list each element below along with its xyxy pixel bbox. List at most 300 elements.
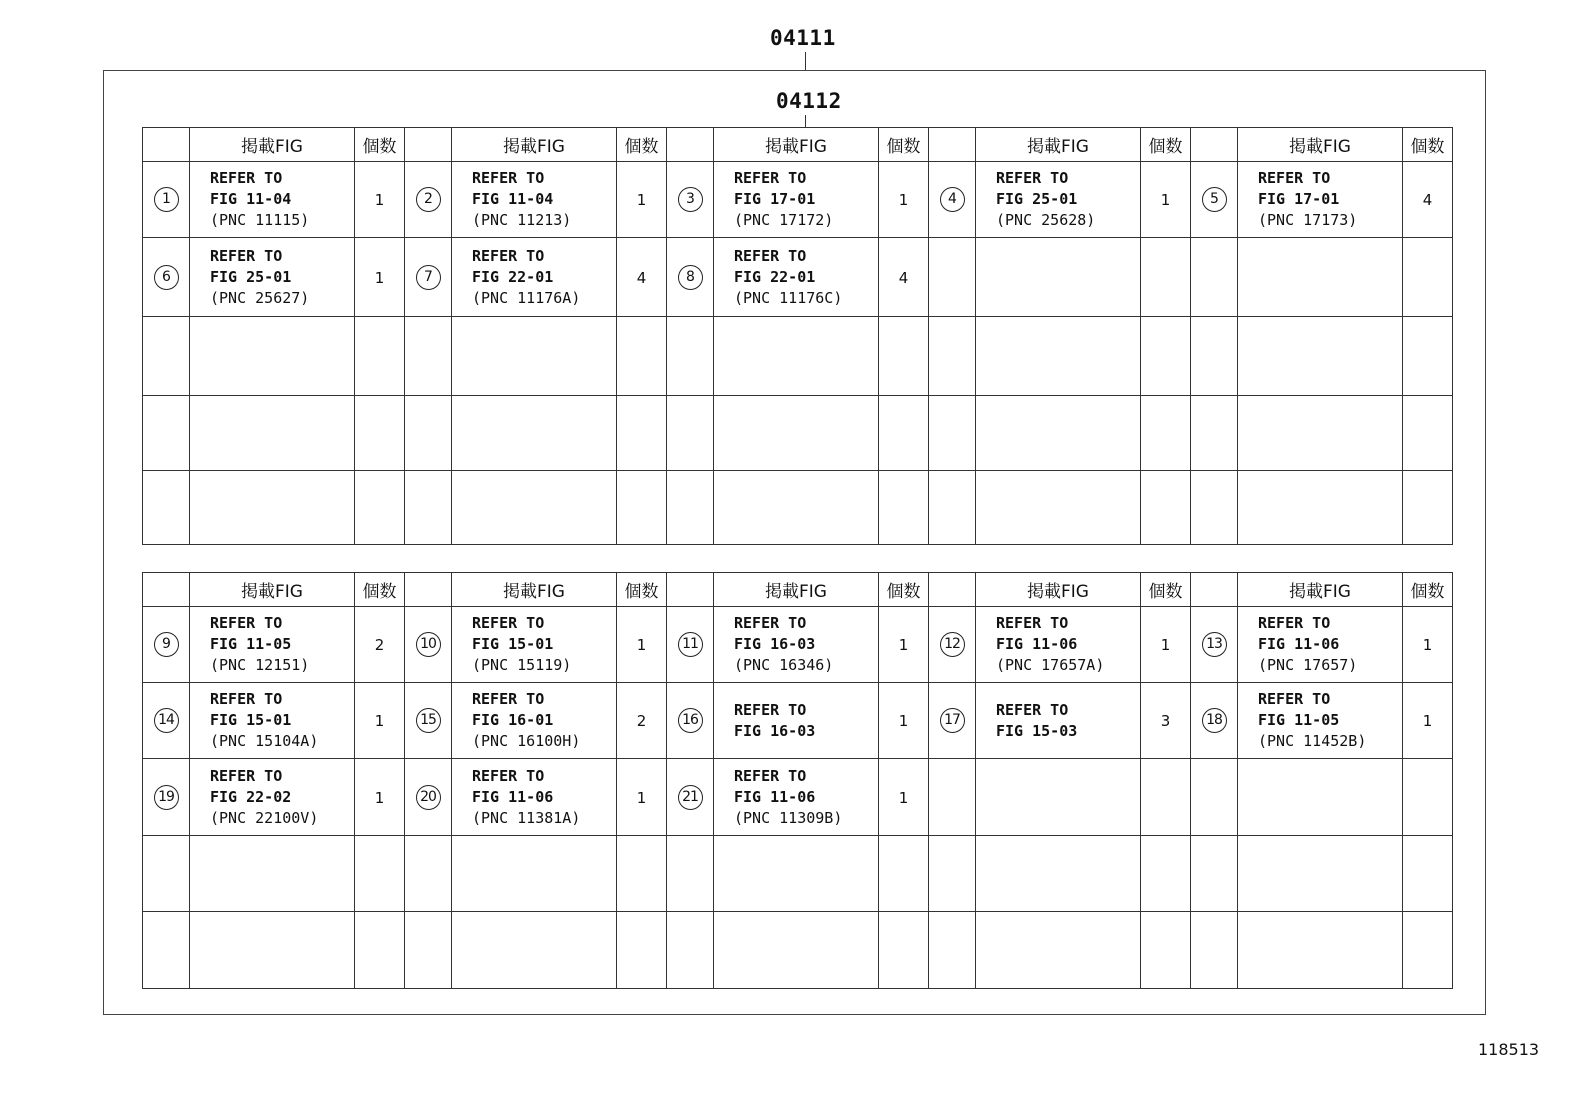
- qty-cell: [617, 759, 667, 836]
- callout-cell: [929, 607, 976, 683]
- fig-cell: [1238, 238, 1403, 317]
- callout-number: 10: [416, 632, 441, 657]
- header-blank: [667, 128, 714, 162]
- callout-cell: [143, 162, 190, 238]
- header-row: [143, 128, 1453, 162]
- header-fig: 掲載FIG: [714, 573, 879, 607]
- quantity: 1: [636, 788, 647, 807]
- fig-cell: [1238, 607, 1403, 683]
- callout-cell: [667, 471, 714, 545]
- fig-cell: [714, 607, 879, 683]
- fig-reference: [976, 168, 1140, 231]
- callout-cell: [143, 836, 190, 912]
- fig-cell: [1238, 759, 1403, 836]
- qty-cell: [879, 317, 929, 396]
- callout-cell: [143, 396, 190, 471]
- header-fig: 掲載FIG: [714, 128, 879, 162]
- qty-cell: [1403, 912, 1453, 989]
- fig-reference: [452, 168, 616, 231]
- callout-number: 8: [678, 265, 703, 290]
- qty-cell: [1403, 836, 1453, 912]
- qty-cell: [355, 912, 405, 989]
- qty-cell: [1403, 607, 1453, 683]
- fig-reference: [1238, 689, 1402, 752]
- qty-cell: [355, 759, 405, 836]
- fig-reference: [190, 689, 354, 752]
- refer-to-text: REFER TO: [210, 169, 283, 187]
- callout-cell: [1191, 759, 1238, 836]
- callout-cell: [405, 162, 452, 238]
- quantity: 1: [1160, 191, 1171, 209]
- fig-number: FIG 25-01: [996, 190, 1078, 208]
- pnc-number: (PNC 11452B): [1258, 732, 1367, 750]
- callout-number: 18: [1202, 708, 1227, 733]
- header-blank: [667, 573, 714, 607]
- fig-cell: [190, 396, 355, 471]
- callout-cell: [667, 759, 714, 836]
- fig-cell: [190, 317, 355, 396]
- qty-cell: [617, 912, 667, 989]
- fig-cell: [714, 759, 879, 836]
- callout-cell: [667, 607, 714, 683]
- refer-to-text: REFER TO: [472, 614, 545, 632]
- header-fig: 掲載FIG: [1238, 573, 1403, 607]
- header-blank: [1191, 128, 1238, 162]
- pnc-number: (PNC 12151): [210, 656, 310, 674]
- refer-to-text: REFER TO: [996, 169, 1069, 187]
- quantity: 3: [1160, 712, 1171, 730]
- qty-cell: [879, 607, 929, 683]
- qty-cell: [1403, 471, 1453, 545]
- qty-cell: [355, 471, 405, 545]
- fig-reference: [1238, 168, 1402, 231]
- callout-cell: [667, 396, 714, 471]
- refer-to-text: REFER TO: [210, 766, 283, 785]
- qty-cell: [1141, 238, 1191, 317]
- leader-line: [805, 52, 806, 71]
- refer-to-text: REFER TO: [472, 169, 545, 187]
- header-row: [143, 573, 1453, 607]
- callout-cell: [143, 683, 190, 759]
- callout-cell: [1191, 238, 1238, 317]
- pnc-number: (PNC 11381A): [472, 808, 581, 827]
- fig-cell: [452, 317, 617, 396]
- qty-cell: [617, 836, 667, 912]
- header-fig: 掲載FIG: [190, 128, 355, 162]
- refer-to-text: REFER TO: [734, 169, 807, 187]
- fig-number: FIG 11-06: [472, 787, 554, 806]
- qty-cell: [879, 759, 929, 836]
- quantity: 1: [898, 788, 909, 807]
- table-row: [143, 317, 1453, 396]
- fig-cell: [714, 912, 879, 989]
- refer-to-text: REFER TO: [1258, 690, 1331, 708]
- fig-cell: [1238, 471, 1403, 545]
- pnc-number: (PNC 17657): [1258, 656, 1358, 674]
- header-fig: 掲載FIG: [452, 128, 617, 162]
- header-blank: [405, 128, 452, 162]
- callout-number: 4: [940, 187, 965, 212]
- refer-to-text: REFER TO: [734, 700, 807, 719]
- quantity: 4: [1422, 191, 1433, 209]
- callout-number: 13: [1202, 632, 1227, 657]
- callout-cell: [929, 317, 976, 396]
- quantity: 1: [374, 712, 385, 730]
- fig-number: FIG 22-01: [472, 267, 554, 286]
- fig-cell: [452, 396, 617, 471]
- callout-number: 20: [416, 785, 441, 810]
- pnc-number: (PNC 17173): [1258, 211, 1358, 229]
- callout-cell: [667, 912, 714, 989]
- quantity: 2: [374, 636, 385, 654]
- qty-cell: [617, 471, 667, 545]
- fig-number: FIG 11-04: [472, 190, 554, 208]
- callout-cell: [405, 912, 452, 989]
- qty-cell: [355, 607, 405, 683]
- fig-cell: [1238, 396, 1403, 471]
- qty-cell: [1403, 396, 1453, 471]
- quantity: 4: [898, 268, 909, 287]
- refer-to-text: REFER TO: [996, 700, 1069, 719]
- fig-number: FIG 11-06: [734, 787, 816, 806]
- callout-cell: [667, 836, 714, 912]
- header-blank: [1191, 573, 1238, 607]
- pnc-number: (PNC 11176A): [472, 288, 581, 307]
- qty-cell: [1141, 836, 1191, 912]
- table-row: [143, 683, 1453, 759]
- quantity: 1: [1160, 636, 1171, 654]
- pnc-number: (PNC 11309B): [734, 808, 843, 827]
- callout-cell: [405, 607, 452, 683]
- fig-cell: [976, 471, 1141, 545]
- pnc-number: (PNC 22100V): [210, 808, 319, 827]
- callout-number: 17: [940, 708, 965, 733]
- quantity: 2: [636, 712, 647, 730]
- header-qty: 個数: [617, 573, 667, 607]
- qty-cell: [1403, 759, 1453, 836]
- pnc-number: (PNC 17657A): [996, 656, 1105, 674]
- callout-cell: [405, 238, 452, 317]
- fig-reference: [714, 613, 878, 676]
- fig-cell: [190, 836, 355, 912]
- callout-cell: [1191, 683, 1238, 759]
- sub-label: 04112: [776, 89, 842, 113]
- fig-number: FIG 17-01: [1258, 190, 1340, 208]
- fig-reference: [976, 700, 1140, 742]
- fig-cell: [452, 836, 617, 912]
- fig-number: FIG 15-03: [996, 721, 1078, 740]
- fig-cell: [976, 607, 1141, 683]
- callout-cell: [667, 162, 714, 238]
- drawing-code: 118513: [1478, 1040, 1540, 1059]
- table-row: [143, 759, 1453, 836]
- callout-cell: [929, 683, 976, 759]
- callout-cell: [929, 912, 976, 989]
- qty-cell: [1141, 607, 1191, 683]
- table-row: [143, 396, 1453, 471]
- callout-cell: [143, 759, 190, 836]
- qty-cell: [879, 683, 929, 759]
- fig-cell: [714, 162, 879, 238]
- fig-number: FIG 17-01: [734, 190, 816, 208]
- callout-cell: [405, 759, 452, 836]
- fig-cell: [714, 836, 879, 912]
- qty-cell: [879, 836, 929, 912]
- callout-number: 11: [678, 632, 703, 657]
- header-blank: [405, 573, 452, 607]
- fig-reference: [1238, 613, 1402, 676]
- callout-number: 2: [416, 187, 441, 212]
- callout-cell: [405, 836, 452, 912]
- pnc-number: (PNC 16100H): [472, 732, 581, 750]
- fig-reference: [190, 246, 354, 309]
- fig-reference: [714, 700, 878, 742]
- fig-reference: [190, 613, 354, 676]
- callout-cell: [1191, 162, 1238, 238]
- callout-cell: [405, 317, 452, 396]
- callout-cell: [1191, 396, 1238, 471]
- qty-cell: [1403, 317, 1453, 396]
- callout-number: 9: [154, 632, 179, 657]
- callout-cell: [929, 836, 976, 912]
- quantity: 1: [1422, 636, 1433, 654]
- callout-number: 6: [154, 265, 179, 290]
- pnc-number: (PNC 15119): [472, 656, 572, 674]
- header-fig: 掲載FIG: [1238, 128, 1403, 162]
- quantity: 1: [636, 636, 647, 654]
- fig-cell: [1238, 317, 1403, 396]
- qty-cell: [1141, 396, 1191, 471]
- quantity: 1: [898, 636, 909, 654]
- pnc-number: (PNC 25627): [210, 288, 310, 307]
- fig-cell: [976, 238, 1141, 317]
- callout-cell: [929, 759, 976, 836]
- header-blank: [143, 128, 190, 162]
- pnc-number: (PNC 25628): [996, 211, 1096, 229]
- fig-cell: [190, 238, 355, 317]
- callout-number: 15: [416, 708, 441, 733]
- quantity: 1: [1422, 712, 1433, 730]
- fig-number: FIG 15-01: [472, 635, 554, 653]
- fig-cell: [976, 836, 1141, 912]
- callout-cell: [143, 238, 190, 317]
- qty-cell: [879, 162, 929, 238]
- header-fig: 掲載FIG: [976, 128, 1141, 162]
- fig-number: FIG 11-06: [1258, 635, 1340, 653]
- qty-cell: [1403, 162, 1453, 238]
- fig-cell: [976, 162, 1141, 238]
- fig-cell: [190, 759, 355, 836]
- qty-cell: [879, 396, 929, 471]
- fig-number: FIG 25-01: [210, 267, 292, 286]
- parts-table-upper: [142, 127, 1453, 545]
- fig-cell: [714, 238, 879, 317]
- callout-number: 3: [678, 187, 703, 212]
- fig-number: FIG 16-03: [734, 721, 816, 740]
- fig-number: FIG 16-03: [734, 635, 816, 653]
- qty-cell: [355, 162, 405, 238]
- top-label: 04111: [770, 26, 836, 50]
- callout-cell: [143, 471, 190, 545]
- refer-to-text: REFER TO: [996, 614, 1069, 632]
- refer-to-text: REFER TO: [734, 766, 807, 785]
- refer-to-text: REFER TO: [1258, 614, 1331, 632]
- quantity: 1: [374, 191, 385, 209]
- qty-cell: [879, 238, 929, 317]
- callout-cell: [667, 238, 714, 317]
- fig-reference: [190, 168, 354, 231]
- qty-cell: [617, 162, 667, 238]
- refer-to-text: REFER TO: [472, 246, 545, 265]
- fig-cell: [190, 683, 355, 759]
- header-fig: 掲載FIG: [452, 573, 617, 607]
- table-row: [143, 162, 1453, 238]
- qty-cell: [1403, 683, 1453, 759]
- callout-cell: [405, 683, 452, 759]
- fig-reference: [714, 168, 878, 231]
- pnc-number: (PNC 16346): [734, 656, 834, 674]
- qty-cell: [1141, 471, 1191, 545]
- qty-cell: [617, 396, 667, 471]
- callout-cell: [405, 471, 452, 545]
- refer-to-text: REFER TO: [210, 246, 283, 265]
- fig-cell: [714, 317, 879, 396]
- fig-cell: [976, 683, 1141, 759]
- callout-number: 16: [678, 708, 703, 733]
- header-blank: [929, 128, 976, 162]
- quantity: 4: [636, 268, 647, 287]
- fig-number: FIG 11-05: [1258, 711, 1340, 729]
- fig-cell: [190, 471, 355, 545]
- qty-cell: [355, 683, 405, 759]
- fig-reference: [452, 689, 616, 752]
- callout-cell: [1191, 317, 1238, 396]
- header-qty: 個数: [1403, 128, 1453, 162]
- pnc-number: (PNC 17172): [734, 211, 834, 229]
- fig-number: FIG 11-04: [210, 190, 292, 208]
- header-qty: 個数: [1141, 573, 1191, 607]
- callout-cell: [667, 317, 714, 396]
- callout-number: 21: [678, 785, 703, 810]
- refer-to-text: REFER TO: [734, 614, 807, 632]
- callout-number: 7: [416, 265, 441, 290]
- refer-to-text: REFER TO: [734, 246, 807, 265]
- qty-cell: [355, 396, 405, 471]
- callout-cell: [667, 683, 714, 759]
- fig-cell: [452, 759, 617, 836]
- header-qty: 個数: [355, 128, 405, 162]
- fig-number: FIG 11-05: [210, 635, 292, 653]
- fig-cell: [1238, 912, 1403, 989]
- refer-to-text: REFER TO: [1258, 169, 1331, 187]
- parts-table-lower: [142, 572, 1453, 989]
- callout-cell: [1191, 607, 1238, 683]
- qty-cell: [355, 317, 405, 396]
- refer-to-text: REFER TO: [472, 690, 545, 708]
- fig-cell: [1238, 162, 1403, 238]
- qty-cell: [879, 471, 929, 545]
- refer-to-text: REFER TO: [472, 766, 545, 785]
- qty-cell: [617, 683, 667, 759]
- qty-cell: [355, 238, 405, 317]
- callout-cell: [1191, 836, 1238, 912]
- callout-number: 14: [154, 708, 179, 733]
- fig-cell: [976, 317, 1141, 396]
- fig-cell: [1238, 836, 1403, 912]
- fig-cell: [190, 162, 355, 238]
- callout-number: 1: [154, 187, 179, 212]
- fig-reference: [714, 246, 878, 309]
- callout-cell: [1191, 471, 1238, 545]
- header-qty: 個数: [355, 573, 405, 607]
- callout-number: 19: [154, 785, 179, 810]
- fig-number: FIG 15-01: [210, 711, 292, 729]
- qty-cell: [1141, 317, 1191, 396]
- fig-reference: [714, 766, 878, 829]
- pnc-number: (PNC 11115): [210, 211, 310, 229]
- qty-cell: [355, 836, 405, 912]
- fig-cell: [452, 607, 617, 683]
- fig-number: FIG 22-02: [210, 787, 292, 806]
- fig-cell: [452, 471, 617, 545]
- qty-cell: [1141, 162, 1191, 238]
- fig-number: FIG 16-01: [472, 711, 554, 729]
- fig-cell: [452, 683, 617, 759]
- fig-cell: [452, 162, 617, 238]
- pnc-number: (PNC 11176C): [734, 288, 843, 307]
- header-blank: [929, 573, 976, 607]
- qty-cell: [617, 607, 667, 683]
- callout-cell: [143, 607, 190, 683]
- callout-cell: [929, 238, 976, 317]
- callout-cell: [929, 471, 976, 545]
- fig-cell: [190, 607, 355, 683]
- fig-cell: [1238, 683, 1403, 759]
- table-row: [143, 836, 1453, 912]
- fig-cell: [976, 759, 1141, 836]
- callout-number: 5: [1202, 187, 1227, 212]
- quantity: 1: [636, 191, 647, 209]
- header-qty: 個数: [617, 128, 667, 162]
- table-row: [143, 912, 1453, 989]
- quantity: 1: [898, 712, 909, 730]
- quantity: 1: [374, 788, 385, 807]
- header-blank: [143, 573, 190, 607]
- header-qty: 個数: [1403, 573, 1453, 607]
- fig-cell: [976, 912, 1141, 989]
- fig-cell: [714, 396, 879, 471]
- table-row: [143, 471, 1453, 545]
- qty-cell: [1141, 683, 1191, 759]
- qty-cell: [617, 317, 667, 396]
- fig-reference: [976, 613, 1140, 676]
- header-fig: 掲載FIG: [976, 573, 1141, 607]
- refer-to-text: REFER TO: [210, 614, 283, 632]
- header-qty: 個数: [1141, 128, 1191, 162]
- qty-cell: [1403, 238, 1453, 317]
- fig-cell: [190, 912, 355, 989]
- qty-cell: [879, 912, 929, 989]
- fig-number: FIG 11-06: [996, 635, 1078, 653]
- pnc-number: (PNC 11213): [472, 211, 572, 229]
- fig-reference: [452, 766, 616, 829]
- fig-cell: [714, 683, 879, 759]
- qty-cell: [617, 238, 667, 317]
- fig-number: FIG 22-01: [734, 267, 816, 286]
- callout-cell: [1191, 912, 1238, 989]
- qty-cell: [1141, 912, 1191, 989]
- fig-cell: [976, 396, 1141, 471]
